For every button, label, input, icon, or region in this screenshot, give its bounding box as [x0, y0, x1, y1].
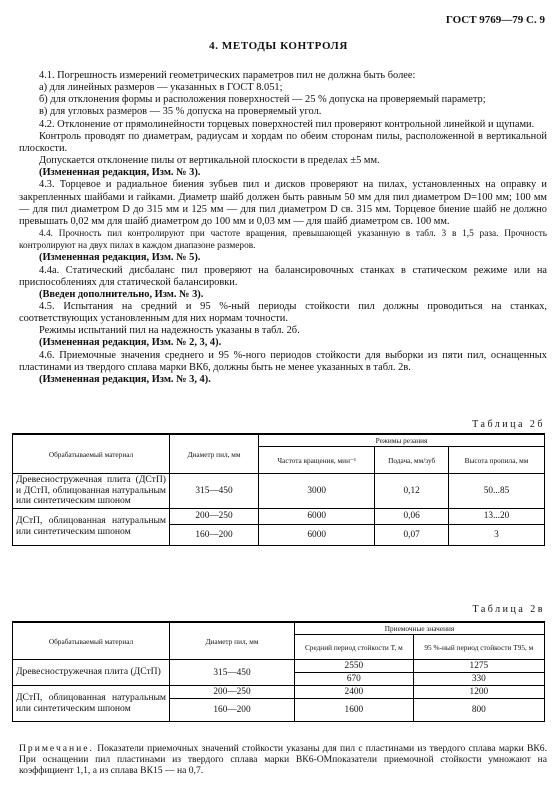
mean-cell: 1600 — [295, 699, 414, 722]
material-cell: ДСтП, облицованная натуральным или синтетическим шпоном — [13, 686, 170, 722]
table-row — [13, 508, 545, 524]
table-2b — [12, 433, 545, 546]
paragraph: а) для линейных размеров — указанных в ГОСТ 8.051; — [39, 82, 283, 94]
paragraph: Контроль проводят по диаметрам, радиусам и хордам по обеим сторонам пилы, расположенной в вертикальной плоскости. — [19, 130, 547, 154]
column-header: Диаметр пил, мм — [170, 434, 259, 474]
amendment-note: (Введен дополнительно, Изм. № 3). — [39, 288, 204, 300]
column-header: 95 %-ный период стойкости T95, м — [413, 635, 544, 660]
table-2v — [12, 621, 545, 722]
note — [19, 743, 547, 776]
paragraph: 4.1. Погрешность измерений геометрических параметров пил не должна быть более: — [39, 70, 416, 81]
p95-cell: 1275 — [413, 660, 544, 673]
table-row — [13, 660, 545, 673]
p95-cell: 800 — [413, 699, 544, 722]
amendment-note: (Измененная редакция, Изм. № 3). — [39, 167, 201, 179]
material-cell: ДСтП, облицованная натуральным или синтетическим шпоном — [13, 508, 170, 545]
note-text: Показатели приемочных значений стойкости указаны для пил с пластинами из твердого сплава марки ВК6. При оснащении пил пластинами из твердого сплава марки ВК6-ОМпоказатели приемочной стойкости умножают на коэффициент 1,1, а из сплава ВК15 — на 0,7. — [19, 743, 547, 776]
diameter-cell: 315—450 — [170, 660, 295, 686]
column-header: Режимы резания — [259, 434, 545, 447]
page-header: ГОСТ 9769—79 С. 9 — [445, 14, 545, 26]
paragraph: в) для угловых размеров — 35 % допуска на проверяемый угол. — [39, 106, 322, 118]
diameter-cell: 160—200 — [170, 699, 295, 722]
column-header: Высота пропила, мм — [448, 447, 544, 474]
column-header: Обрабатываемый материал — [13, 434, 170, 474]
table-row — [13, 474, 545, 509]
speed-cell: 3000 — [259, 474, 375, 509]
table-row — [13, 686, 545, 699]
column-header: Обрабатываемый материал — [13, 622, 170, 660]
p95-cell: 1200 — [413, 686, 544, 699]
column-header: Приемочные значения — [295, 622, 545, 635]
feed-cell: 0,12 — [375, 474, 449, 509]
mean-cell: 2550 — [295, 660, 414, 673]
table-caption: Таблица 2б — [472, 419, 545, 430]
height-cell: 50...85 — [448, 474, 544, 509]
diameter-cell: 160—200 — [170, 524, 259, 545]
column-header: Подача, мм/зуб — [375, 447, 449, 474]
p95-cell: 330 — [413, 673, 544, 686]
height-cell: 3 — [448, 524, 544, 545]
mean-cell: 670 — [295, 673, 414, 686]
column-header: Диаметр пил, мм — [170, 622, 295, 660]
amendment-note: (Измененная редакция, Изм. № 5). — [39, 252, 201, 264]
table-caption: Таблица 2в — [472, 604, 545, 615]
note-label: Примечание. — [19, 743, 94, 754]
amendment-note: (Измененная редакция, Изм. № 3, 4). — [39, 373, 211, 385]
paragraph: 4.6. Приемочные значения среднего и 95 %-ного периодов стойкости для выборки из пяти пил, оснащенных пластинами из твердого сплава марки ВК6, должны быть не менее указанных в табл. 2в. — [19, 349, 547, 373]
paragraph: б) для отклонения формы и расположения поверхностей — 25 % допуска на проверяемый параметр; — [39, 94, 486, 106]
material-cell: Древесностружечная плита (ДСтП) и ДСтП, облицованная натуральным или синтетическим шпоном — [13, 474, 170, 509]
column-header: Частота вращения, мин⁻¹ — [259, 447, 375, 474]
section-title: 4. МЕТОДЫ КОНТРОЛЯ — [209, 40, 348, 52]
paragraph: 4.3. Торцевое и радиальное биения зубьев пил и дисков проверяют на пилах, установленных на оправку и закрепленных шайбами и гайками. Диаметр шайб должен быть равным 50 мм для пил диаметром D=100 мм; 100 мм — для пил диаметром D до 315 мм и 125 мм — для пил диаметром D св. 315 мм. Торцевое биение шайб не должно превышать 0,02 мм для шайб диаметром до 100 мм и 0,03 мм — для шайб диаметром св. 100 мм. — [19, 179, 547, 227]
paragraph: 4.2. Отклонение от прямолинейности торцевых поверхностей пил проверяют контрольной линейкой и щупами. — [39, 118, 535, 130]
column-header: Средний период стойкости T, м — [295, 635, 414, 660]
paragraph: 4.4а. Статический дисбаланс пил проверяют на балансировочных станках в статическом режиме или на приспособлениях для статической балансировки. — [19, 264, 547, 288]
paragraph: Режимы испытаний пил на надежность указаны в табл. 2б. — [39, 325, 300, 337]
material-cell: Древесностружечная плита (ДСтП) — [13, 660, 170, 686]
paragraph: Допускается отклонение пилы от вертикальной плоскости в пределах ±5 мм. — [39, 155, 380, 167]
diameter-cell: 200—250 — [170, 686, 295, 699]
mean-cell: 2400 — [295, 686, 414, 699]
speed-cell: 6000 — [259, 508, 375, 524]
paragraph: 4.4. Прочность пил контролируют при частоте вращения, превышающей указанную в табл. 3 в 1,5 раза. Прочность контролируют на двух пилах в каждом диапазоне размеров. — [19, 229, 547, 252]
height-cell: 13...20 — [448, 508, 544, 524]
amendment-note: (Измененная редакция, Изм. № 2, 3, 4). — [39, 337, 222, 349]
diameter-cell: 315—450 — [170, 474, 259, 509]
body-text — [19, 70, 547, 386]
diameter-cell: 200—250 — [170, 508, 259, 524]
feed-cell: 0,07 — [375, 524, 449, 545]
paragraph: 4.5. Испытания на средний и 95 %-ный периоды стойкости пил должны проводиться на станках, соответствующих установленным для них нормам точности. — [19, 300, 547, 325]
feed-cell: 0,06 — [375, 508, 449, 524]
speed-cell: 6000 — [259, 524, 375, 545]
